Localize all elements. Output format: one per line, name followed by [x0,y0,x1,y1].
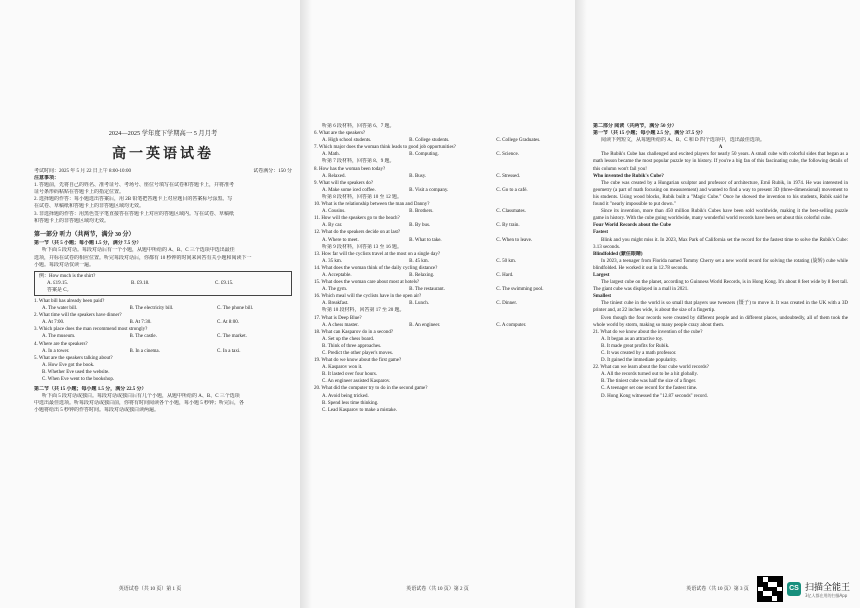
option: A. The gym. [322,287,348,293]
passage-label: A [718,145,723,151]
option: A. A chess master. [322,322,359,328]
exam-page-1 [0,0,300,608]
option: A. High school students. [322,138,372,144]
question-options [314,222,571,229]
question-5 [34,355,292,383]
passage-paragraph: Blink and you might miss it. In 2023, Max Park of California set the record for the fastest time to solve the Rubik's Cube: 3.13 seconds. [593,237,848,250]
option: B. The restaurant. [409,287,445,293]
option: C. In a taxi. [217,348,241,354]
option: C. An engineer assisted Kasparov. [322,379,391,385]
question-text: 9. What will the speakers do? [314,180,374,186]
question-4 [34,341,292,355]
note-line: 3. 非选择题的作答：用黑色签字笔直接答在答题卡上对应的答题区域内。写在试卷、草稿纸 [34,211,235,217]
note-line: 证号条形码粘贴在答题卡上的指定位置。 [34,190,125,196]
question-text: 18. What can Kasparov do in a second? [314,329,394,335]
option: B. What to take. [409,237,442,243]
option: D. Hong Kong witnessed the "12.87 seconds" record. [601,393,708,399]
option: C. £9.15. [215,280,234,286]
instruction-line: 小题将给出 5 秒钟的作答时间。每段对话或独白读两遍。 [34,408,160,414]
material-heading: 听第 7 段材料，回答第 8、9 题。 [322,159,395,165]
question-text: 1. What bill has already been paid? [34,299,105,304]
option: B. College students. [409,138,450,144]
option: B. At 7:30. [129,320,152,326]
option: B. The castle. [129,334,157,340]
option: C. Stressed. [496,173,521,179]
question-options [314,187,571,194]
question-options [314,272,571,279]
scanner-brand [805,580,850,599]
section2-heading: 第二节（共 15 小题；每小题 1.5 分，满分 22.5 分） [34,387,147,393]
option: B. Brothers. [409,209,434,215]
scanner-watermark [757,576,850,602]
option: B. The tiniest cube was half the size of a finger. [601,379,697,385]
option: B. An engineer. [409,322,441,328]
passage-paragraph: In 2023, a teenager from Florida named Tommy Cherry set a new world record for solving the rotating (旋转) cube while blindfolded. He worked it out in 12.78 seconds. [593,258,848,271]
option: A. Kasparov won it. [322,365,363,371]
option: A. 35 km. [322,258,342,264]
qr-code-icon [757,576,783,602]
scanner-tagline: 3亿人都在用的扫描App [804,592,848,598]
passage-paragraph: The cube was created by a Hungarian sculptor and professor of architecture, Ernő Rubik, in 1974. He was interested in geometry (a part of math focusing on measurement) and wanted to find a way to present 3D (three-dimensional) movement to his students. Using wood blocks, Rubik built a "Magic Cube." Once he showed the invention to his students, Rubik said he found it "nearly impossible to put down." [593,180,848,208]
passage-subheading: Fastest [593,230,608,236]
question-options [314,322,571,329]
question-text: 3. Which place does the man recommend most strongly? [34,327,148,333]
option: B. The electricity bill. [129,306,174,312]
option: B. Think of three approaches. [322,343,382,349]
exam-score: 试卷满分：150 分 [253,169,292,174]
exam-page-2 [300,0,575,608]
note-line: 和答题卡上的非答题区域均无效。 [34,218,110,224]
instruction-line: 中选出最佳选项。听每段对话或独白前，你将有时间阅读各个小题，每小题 5 秒钟；听完后，各 [34,401,245,407]
option: A. Avoid being tricked. [322,393,369,399]
question-text: 10. What is the relationship between the man and Danny? [314,202,430,208]
question-text: 20. What did the computer try to do in the second game? [314,386,428,392]
option: C. Classmates. [496,209,526,215]
option: A. Cousins. [322,209,346,215]
question-options [314,137,571,144]
option: A. Math. [322,152,340,158]
passage-subheading: Largest [593,272,610,278]
question-options [314,237,571,244]
note-line: 1. 答题前，先将自己的姓名、准考证号、考场号、座位号填写在试卷和答题卡上，并将准考 [34,183,235,189]
question-text: 8. How has the woman been today? [314,166,386,172]
instruction-line: 听下面 5 段对话或独白。每段对话或独白后有几个小题，从题中所给的 A、B、C 三个选项 [42,394,240,400]
page-footer: 英语试卷（共 10 页）第 2 页 [406,587,469,592]
option: D. It gained the immediate popularity. [601,358,678,364]
question-text: 19. What do we know about the first game? [314,358,402,364]
camscanner-logo-icon: CS [787,582,801,596]
option: A. At 7:00. [42,320,65,326]
material-heading: 听第 10 段材料，回答第 17 至 20 题。 [322,308,405,314]
option: A. £19.15. [47,280,69,286]
question-text: 15. What does the woman care about most at hotels? [314,280,420,286]
option: B. Spend less time thinking. [322,400,379,406]
option: A. The water bill. [42,306,78,312]
option: C. The market. [217,334,247,340]
section1-heading: 第一节（共 15 小题；每小题 2.5 分，满分 37.5 分） [593,131,706,137]
question-text: 7. Which major does the woman think leads to good job opportunities? [314,145,456,151]
instruction-line: 小题。每段对话仅读一遍。 [34,262,95,268]
example-answer: 答案是 C。 [47,287,72,293]
question-options [314,208,571,215]
option: B. Busy. [409,173,427,179]
passage-subheading: Blindfolded (蒙住眼睛) [593,251,643,257]
passage-paragraph: The tiniest cube in the world is so small that players use tweezers (镊子) to move it. It was created in the UK with a 3D printer and, at 22 inches wide, is about the size of a fingertip. [593,301,848,314]
scanner-name: 扫描全能王 [804,582,850,593]
material-heading: 听第 8 段材料，回答第 10 至 12 题。 [322,194,403,200]
passage-paragraph: Even though the four records were created by different people and in different places, undoubtedly, all of them took the whole world by storm, making so many people crazy about them. [593,315,848,328]
option: C. A teenager set one record for the fastest time. [601,386,698,392]
exam-header: 2024—2025 学年度下学期高一 5 月月考 [108,130,218,137]
option: C. A computer. [496,322,527,328]
listening-questions [314,123,571,414]
question-text: 22. What can we learn about the four cube world records? [593,365,709,371]
option: B. It lasted over four hours. [322,372,378,378]
question-2 [34,312,292,326]
option: B. Whether Eve used the website. [42,369,110,375]
option: B. Lunch. [409,301,429,307]
option: C. By train. [496,223,520,229]
page-footer: 英语试卷（共 10 页）第 3 页 [686,587,749,592]
option: B. Computing. [409,152,439,158]
question-options [314,286,571,293]
question-text: 13. How far will the cyclists travel at the most on a single day? [314,251,441,257]
option: B. Visit a company. [409,187,449,193]
passage-subheading: Smallest [593,294,612,300]
option: C. Go to a café. [496,187,528,193]
note-line: 2. 选择题的作答：每小题选出答案后，用 2B 铅笔把答题卡上对应题目的答案标号涂黑。写 [34,197,233,203]
question-text: 11. How will the speakers go to the beach? [314,216,400,222]
option: C. Science. [496,152,519,158]
example-options [39,280,287,287]
option: A. Breakfast. [322,301,349,307]
question-text: 21. What do we know about the invention of the cube? [593,329,703,335]
question-text: 14. What does the woman think of the daily cycling distance? [314,265,438,271]
option: A. It began as an attractive toy. [601,336,664,342]
option: A. How Eve got the book. [42,362,95,368]
example-box [34,271,292,296]
option: C. It was created by a math professor. [601,351,677,356]
question-options [314,151,571,158]
question-text: 17. What is Deep Blue? [314,315,362,321]
option: B. It made great profits for Rubik. [601,343,670,349]
option: B. In a cinema. [129,348,160,354]
question-text: 2. What time will the speakers have dinner? [34,313,122,319]
material-heading: 听第 6 段材料，回答第 6、7 题。 [322,124,395,129]
part2-heading: 第二部分 阅读（共两节，满分 50 分） [593,124,677,129]
option: A. In a tower. [42,348,70,354]
option: C. At 8:00. [217,320,239,326]
option: A. The museum. [42,334,76,340]
question-options [314,258,571,265]
question-text: 12. What do the speakers decide on at last? [314,230,401,236]
question-options [314,173,571,180]
instruction-line: 听下面 5 段对话。每段对话后有一个小题，从题中所给的 A、B、C 三个选项中选出最佳 [42,248,235,254]
notes-title: 注意事项： [34,176,60,182]
option: C. Dinner. [496,301,517,307]
question-options [34,319,292,326]
passage-paragraph: The largest cube on the planet, according to Guinness World Records, is in Hong Kong. It's about 8 feet wide by 8 feet tall. The giant cube was displayed in a mall in 2021. [593,280,848,293]
question-options [34,333,292,340]
option: A. Make some iced coffee. [322,187,376,193]
exam-title: 高一英语试卷 [112,147,214,162]
option: C. The swimming pool. [496,287,544,293]
notes-list [34,182,292,225]
option: C. When Eve went to the bookshop. [42,377,115,383]
option: A. Relaxed. [322,173,346,179]
page-footer: 英语试卷（共 10 页）第 1 页 [118,587,182,592]
question-text: 6. What are the speakers? [314,131,366,137]
question-text: 4. Where are the speakers? [34,341,88,347]
exam-info [34,168,292,175]
question-options [314,300,571,307]
passage-paragraph: The Rubik's Cube has challenged and excited players for nearly 50 years. A small cube with colorful sides that began as a math lesson became the most popular puzzle toy in history. If you're a big fan of this fascinating cube, the following details of this column won't fail you! [593,152,848,172]
option: B. £9.18. [131,280,150,286]
option: C. Hard. [496,272,514,278]
option: C. 50 km. [496,258,517,264]
option: B. 45 km. [409,258,429,264]
option: A. All the records turned out to be a hit globally. [601,372,698,378]
example-question: 例：How much is the shirt? [39,273,96,279]
passage-paragraph: Since its invention, more than 450 million Rubik's Cubes have been sold worldwide, making it the best-selling puzzle game in history. With the cube going worldwide, many wonderful world records have been set about this colorful cube. [593,209,848,222]
option: C. Lead Kasparov to make a mistake. [322,407,397,413]
note-line: 在试卷、草稿纸和答题卡上的非答题区域均无效。 [34,204,145,210]
passage-subheading: Four World Records about the Cube [593,223,672,229]
material-heading: 听第 9 段材料，回答第 13 至 16 题。 [322,244,403,250]
option: C. College Graduates. [496,138,541,144]
question-1 [34,298,292,312]
option: C. When to leave. [496,237,533,243]
option: A. Acceptable. [322,272,352,278]
instruction-line: 选项，并标在试卷的相应位置。听完每段对话后，你都有 10 秒钟的时间来回答有关小题和阅读下一 [34,255,252,261]
page-shadow [300,0,312,608]
instruction-line: 阅读下列短文，从每题所给的 A、B、C 和 D 四个选项中，选出最佳选项。 [601,138,765,144]
part1-heading: 第一部分 听力（共两节，满分 30 分） [34,231,135,238]
option: B. By bus. [409,223,431,229]
exam-page-3 [575,0,860,608]
section1-heading: 第一节（共 5 小题；每小题 1.5 分，满分 7.5 分） [34,241,142,247]
passage-subheading: Who invented the Rubik's Cube? [593,173,664,179]
page-shadow [575,0,587,608]
option: C. The phone bill. [217,306,254,312]
question-options [34,348,292,355]
option: A. Set up the chess board. [322,336,375,342]
question-options [34,305,292,312]
question-3 [34,326,292,340]
exam-time: 考试时间：2025 年 5 月 22 日上午 8:00-10:00 [34,169,131,174]
option: C. Predict the other player's moves. [322,351,394,356]
question-text: 16. Which meal will the cyclists have in the open air? [314,294,422,300]
option: A. By car. [322,223,343,229]
question-text: 5. What are the speakers talking about? [34,355,113,361]
option: A. Where to meet. [322,237,359,243]
option: B. Relaxing. [409,272,435,278]
